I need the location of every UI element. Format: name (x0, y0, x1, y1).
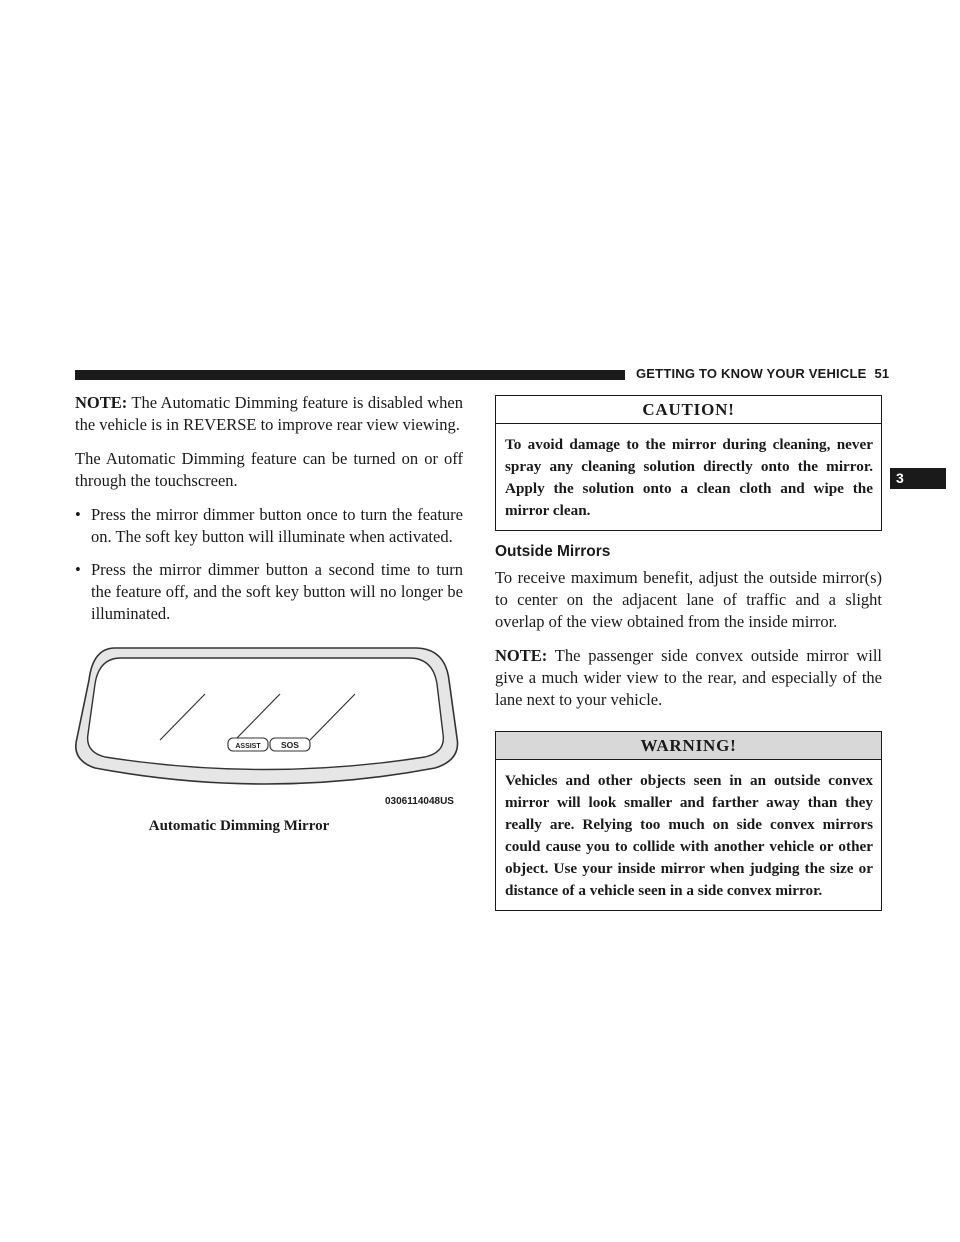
caution-text: To avoid damage to the mirror during cleaning, never spray any cleaning solution directly onto the mirror. Apply the solution onto a clean cloth and wipe the mirror clean. (505, 436, 873, 519)
right-column (495, 395, 882, 911)
figure-code: 0306114048US (385, 796, 454, 807)
warning-title: WARNING! (496, 732, 881, 760)
note-text: The Automatic Dimming feature is disabled when the vehicle is in REVERSE to improve rear view viewing. (75, 393, 463, 434)
bullet-marker: • (75, 505, 81, 524)
section-title: Outside Mirrors (495, 543, 611, 560)
note-paragraph (75, 392, 463, 436)
assist-label: ASSIST (235, 743, 261, 750)
left-column (75, 392, 463, 636)
body-paragraph: The Automatic Dimming feature can be turned on or off through the touchscreen. (75, 449, 463, 490)
caution-box (495, 395, 882, 531)
figure-caption: Automatic Dimming Mirror (148, 818, 330, 834)
note-text: The passenger side convex outside mirror will give a much wider view to the rear, and especially of the lane next to your vehicle. (495, 646, 882, 709)
chapter-tab: 3 (890, 468, 946, 489)
list-item: • Press the mirror dimmer button a second time to turn the feature off, and the soft key button will no longer be illuminated. (75, 560, 463, 623)
bullet-list (75, 504, 463, 625)
sos-label: SOS (281, 740, 299, 750)
warning-text: Vehicles and other objects seen in an outside convex mirror will look smaller and farther away than they really are. Relying too much on side convex mirrors could cause you to collide with another vehicle or other object. Use your inside mirror when judging the size or distance of a vehicle seen in a side convex mirror. (505, 772, 873, 899)
mirror-figure (75, 640, 463, 790)
rearview-mirror-illustration (75, 640, 463, 790)
page-number: 51 (874, 366, 890, 381)
list-item: • Press the mirror dimmer button once to turn the feature on. The soft key button will illuminate when activated. (75, 505, 463, 546)
caution-title: CAUTION! (496, 396, 881, 424)
body-paragraph: To receive maximum benefit, adjust the outside mirror(s) to center on the adjacent lane of traffic and a slight overlap of the view obtained from the inside mirror. (495, 568, 882, 631)
warning-box (495, 731, 882, 911)
note-label: NOTE: (75, 393, 128, 412)
note-label: NOTE: (495, 646, 548, 665)
running-header (636, 366, 890, 381)
header-rule (75, 370, 625, 380)
header-title: GETTING TO KNOW YOUR VEHICLE (636, 366, 867, 381)
bullet-marker: • (75, 560, 81, 579)
note-paragraph (495, 645, 882, 711)
